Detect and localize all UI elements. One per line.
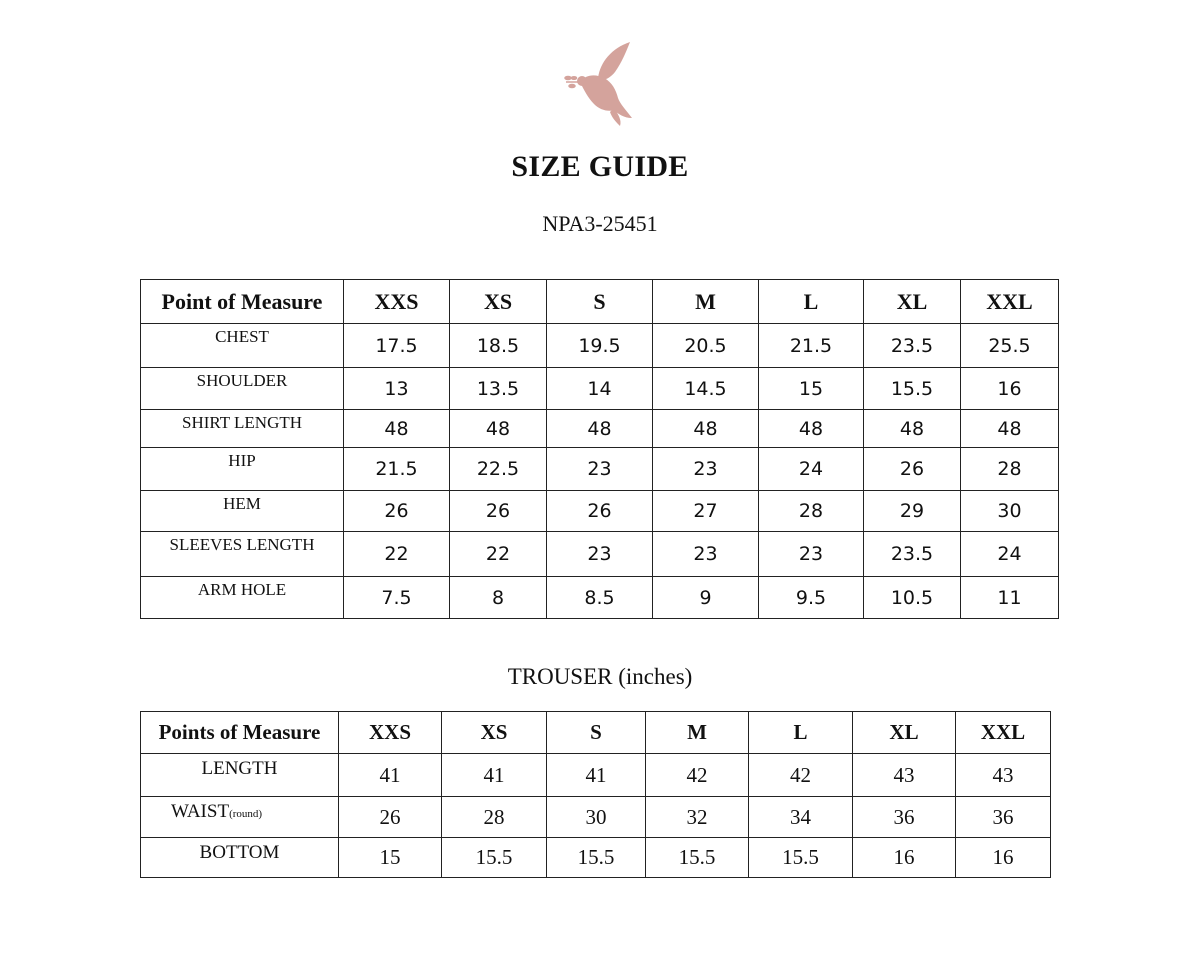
size-value-cell: 36 bbox=[853, 797, 956, 838]
size-value-cell: 8 bbox=[450, 577, 547, 619]
size-value-cell: 15.5 bbox=[442, 838, 547, 878]
size-value-cell: 15.5 bbox=[749, 838, 853, 878]
size-value-cell: 48 bbox=[344, 410, 450, 448]
size-value-cell: 7.5 bbox=[344, 577, 450, 619]
row-label-note: (round) bbox=[229, 808, 263, 820]
header-cell: XXS bbox=[344, 280, 450, 324]
page-title: SIZE GUIDE bbox=[511, 150, 689, 183]
table-row bbox=[141, 448, 1059, 491]
table-row bbox=[141, 838, 1051, 878]
header-cell: M bbox=[653, 280, 759, 324]
row-label-text: HEM bbox=[223, 494, 261, 513]
size-value-cell: 11 bbox=[961, 577, 1059, 619]
size-value-cell: 48 bbox=[653, 410, 759, 448]
size-value-cell: 36 bbox=[956, 797, 1051, 838]
row-label-text: ARM HOLE bbox=[197, 580, 287, 599]
header-cell: L bbox=[759, 280, 864, 324]
row-label bbox=[141, 754, 339, 797]
table-row bbox=[141, 577, 1059, 619]
size-value-cell: 10.5 bbox=[864, 577, 961, 619]
header-cell: XXL bbox=[956, 712, 1051, 754]
row-label bbox=[141, 368, 344, 410]
header-cell: XXS bbox=[339, 712, 442, 754]
table-header-row bbox=[141, 712, 1051, 754]
table-row bbox=[141, 368, 1059, 410]
size-value-cell: 32 bbox=[646, 797, 749, 838]
size-value-cell: 26 bbox=[344, 491, 450, 532]
row-label-text: SHIRT LENGTH bbox=[181, 413, 303, 432]
size-value-cell: 15.5 bbox=[547, 838, 646, 878]
size-value-cell: 9.5 bbox=[759, 577, 864, 619]
size-value-cell: 43 bbox=[853, 754, 956, 797]
dove-icon bbox=[560, 38, 640, 128]
header-cell: Points of Measure bbox=[141, 712, 339, 754]
header-cell: M bbox=[646, 712, 749, 754]
size-value-cell: 23 bbox=[653, 448, 759, 491]
size-value-cell: 16 bbox=[961, 368, 1059, 410]
size-value-cell: 26 bbox=[547, 491, 653, 532]
size-value-cell: 26 bbox=[450, 491, 547, 532]
row-label bbox=[141, 324, 344, 368]
header-cell: XL bbox=[853, 712, 956, 754]
size-value-cell: 9 bbox=[653, 577, 759, 619]
brand-logo bbox=[560, 38, 640, 128]
size-value-cell: 41 bbox=[339, 754, 442, 797]
table-row bbox=[141, 797, 1051, 838]
size-value-cell: 25.5 bbox=[961, 324, 1059, 368]
size-value-cell: 34 bbox=[749, 797, 853, 838]
size-value-cell: 15 bbox=[759, 368, 864, 410]
size-value-cell: 20.5 bbox=[653, 324, 759, 368]
size-value-cell: 23.5 bbox=[864, 324, 961, 368]
size-value-cell: 22 bbox=[450, 532, 547, 577]
size-value-cell: 21.5 bbox=[759, 324, 864, 368]
size-value-cell: 15.5 bbox=[864, 368, 961, 410]
size-value-cell: 48 bbox=[450, 410, 547, 448]
header-cell: S bbox=[547, 712, 646, 754]
header-cell: L bbox=[749, 712, 853, 754]
row-label-text: HIP bbox=[228, 451, 256, 470]
size-value-cell: 27 bbox=[653, 491, 759, 532]
product-code: NPA3-25451 bbox=[542, 211, 658, 236]
table-row bbox=[141, 754, 1051, 797]
size-value-cell: 23 bbox=[547, 448, 653, 491]
row-label-text: CHEST bbox=[215, 327, 269, 346]
size-value-cell: 14.5 bbox=[653, 368, 759, 410]
size-value-cell: 43 bbox=[956, 754, 1051, 797]
row-label bbox=[141, 532, 344, 577]
size-value-cell: 30 bbox=[547, 797, 646, 838]
size-value-cell: 17.5 bbox=[344, 324, 450, 368]
size-value-cell: 24 bbox=[961, 532, 1059, 577]
row-label-text: BOTTOM bbox=[199, 842, 280, 863]
size-value-cell: 15 bbox=[339, 838, 442, 878]
row-label bbox=[141, 838, 339, 878]
table-row bbox=[141, 532, 1059, 577]
size-value-cell: 41 bbox=[547, 754, 646, 797]
size-value-cell: 29 bbox=[864, 491, 961, 532]
row-label bbox=[141, 577, 344, 619]
size-value-cell: 16 bbox=[853, 838, 956, 878]
size-value-cell: 19.5 bbox=[547, 324, 653, 368]
header-cell: XXL bbox=[961, 280, 1059, 324]
size-value-cell: 8.5 bbox=[547, 577, 653, 619]
size-value-cell: 48 bbox=[864, 410, 961, 448]
size-value-cell: 22.5 bbox=[450, 448, 547, 491]
row-label bbox=[141, 448, 344, 491]
size-value-cell: 22 bbox=[344, 532, 450, 577]
size-value-cell: 41 bbox=[442, 754, 547, 797]
size-value-cell: 13.5 bbox=[450, 368, 547, 410]
size-value-cell: 30 bbox=[961, 491, 1059, 532]
trouser-size-table bbox=[140, 711, 1051, 878]
table-row bbox=[141, 324, 1059, 368]
size-value-cell: 28 bbox=[961, 448, 1059, 491]
size-value-cell: 23 bbox=[653, 532, 759, 577]
size-value-cell: 23.5 bbox=[864, 532, 961, 577]
row-label-text: SHOULDER bbox=[196, 371, 288, 390]
size-value-cell: 15.5 bbox=[646, 838, 749, 878]
row-label bbox=[141, 491, 344, 532]
size-value-cell: 42 bbox=[749, 754, 853, 797]
row-label bbox=[141, 410, 344, 448]
size-value-cell: 14 bbox=[547, 368, 653, 410]
size-value-cell: 16 bbox=[956, 838, 1051, 878]
trouser-heading: TROUSER (inches) bbox=[507, 664, 693, 689]
row-label-text: LENGTH bbox=[201, 758, 278, 779]
header-cell: XS bbox=[442, 712, 547, 754]
header-cell: XL bbox=[864, 280, 961, 324]
table-row bbox=[141, 491, 1059, 532]
size-value-cell: 26 bbox=[339, 797, 442, 838]
size-value-cell: 24 bbox=[759, 448, 864, 491]
size-value-cell: 48 bbox=[547, 410, 653, 448]
header-cell: XS bbox=[450, 280, 547, 324]
table-row bbox=[141, 410, 1059, 448]
size-value-cell: 48 bbox=[961, 410, 1059, 448]
row-label bbox=[141, 797, 339, 838]
size-value-cell: 26 bbox=[864, 448, 961, 491]
row-label-text: SLEEVES LENGTH bbox=[169, 535, 315, 554]
size-value-cell: 13 bbox=[344, 368, 450, 410]
size-value-cell: 23 bbox=[759, 532, 864, 577]
size-value-cell: 18.5 bbox=[450, 324, 547, 368]
size-value-cell: 42 bbox=[646, 754, 749, 797]
table-header-row bbox=[141, 280, 1059, 324]
shirt-size-table bbox=[140, 279, 1059, 619]
size-value-cell: 21.5 bbox=[344, 448, 450, 491]
header-cell: S bbox=[547, 280, 653, 324]
size-value-cell: 28 bbox=[442, 797, 547, 838]
size-value-cell: 28 bbox=[759, 491, 864, 532]
header-cell: Point of Measure bbox=[141, 280, 344, 324]
size-value-cell: 23 bbox=[547, 532, 653, 577]
size-value-cell: 48 bbox=[759, 410, 864, 448]
row-label-text: WAIST bbox=[171, 801, 230, 822]
